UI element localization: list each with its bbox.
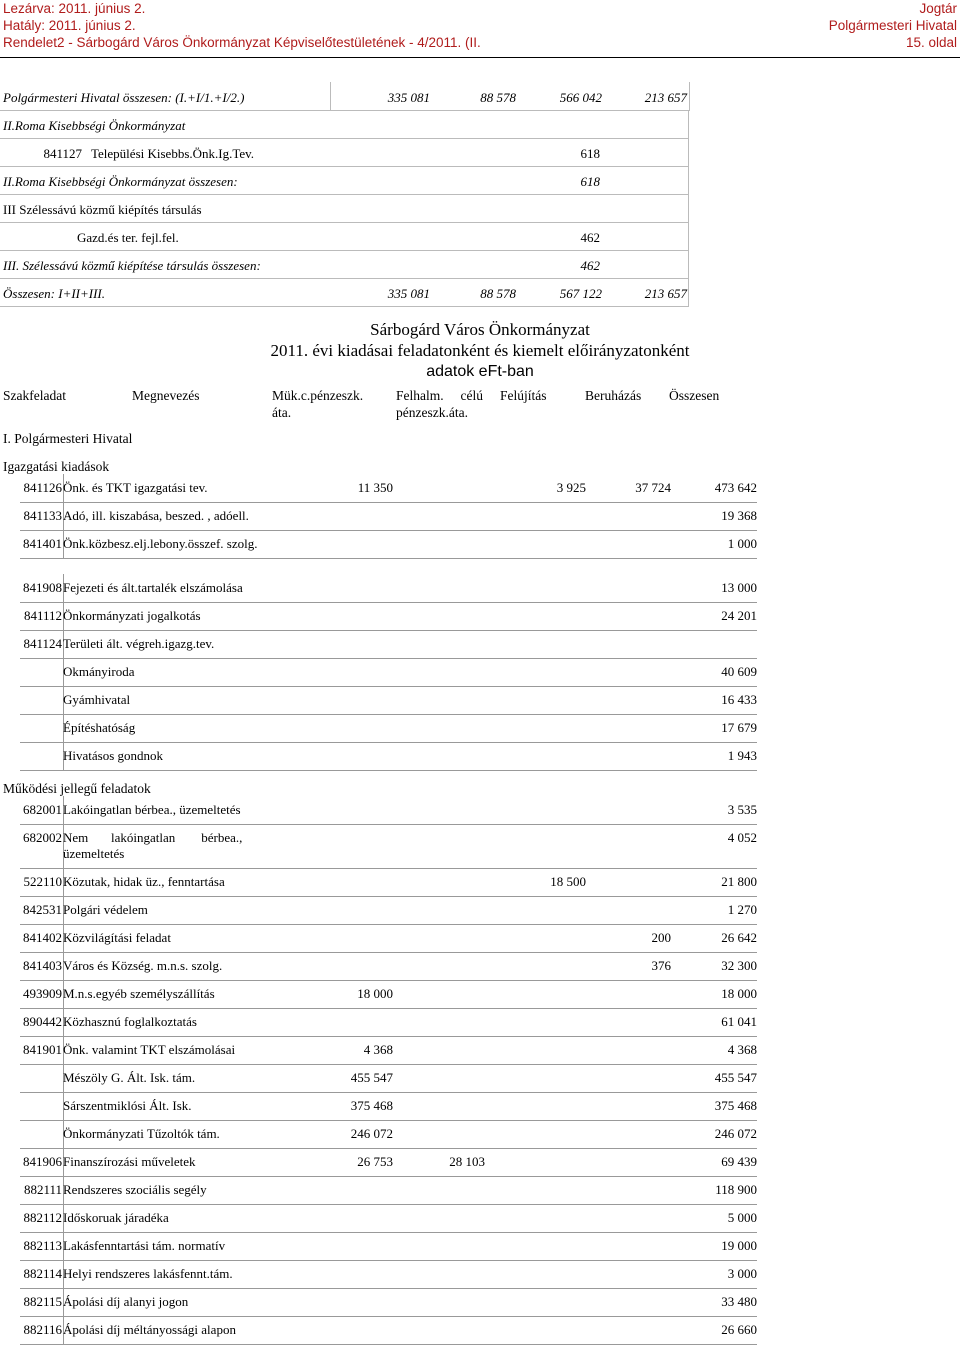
- section-heading: II.Roma Kisebbségi Önkormányzat: [3, 118, 186, 133]
- row-name: Területi ált. végreh.igazg.tev.: [63, 636, 215, 651]
- szakfeladat-code: 882112: [23, 1210, 62, 1225]
- value-ossz: 3 535: [727, 802, 757, 817]
- table-row: [20, 824, 757, 869]
- value-ossz: 13 000: [721, 580, 757, 595]
- value-ossz: 1 943: [727, 748, 757, 763]
- szakfeladat-code: 882115: [23, 1294, 62, 1309]
- table-row: [20, 980, 757, 1009]
- row-name: Okmányiroda: [63, 664, 135, 679]
- table-row: [20, 1092, 757, 1121]
- szakfeladat-code: 842531: [23, 902, 62, 917]
- szakfeladat-code: 882113: [23, 1238, 62, 1253]
- szakfeladat-code: 522110: [23, 874, 62, 889]
- row-name: Gyámhivatal: [63, 692, 131, 707]
- table-row: [20, 714, 757, 743]
- table-row: [20, 1232, 757, 1261]
- row-name: Város és Község. m.n.s. szolg.: [63, 958, 223, 973]
- row-name: Közutak, hidak üz., fenntartása: [63, 874, 225, 889]
- row-name: Önk. és TKT igazgatási tev.: [63, 480, 208, 495]
- section-heading: Működési jellegű feladatok: [3, 781, 151, 796]
- szakfeladat-code: 682001: [23, 802, 62, 817]
- table-row: [20, 658, 757, 687]
- subtotal-label: III. Szélessávú közmű kiépítése társulás összesen:: [3, 258, 261, 273]
- table-row: [20, 502, 757, 531]
- value-ossz: 246 072: [714, 1126, 757, 1141]
- table-row: [20, 1260, 757, 1289]
- row-name: Közvilágítási feladat: [63, 930, 171, 945]
- page-number: 15. oldal: [905, 35, 957, 50]
- table-row: [20, 630, 757, 659]
- document-title: Rendelet2 - Sárbogárd Város Önkormányzat Képviselőtestületének - 4/2011. (II.: [3, 35, 481, 50]
- col-szakfeladat: Szakfeladat: [3, 388, 66, 403]
- value-ossz: 26 642: [721, 930, 757, 945]
- value-ossz: 24 201: [721, 608, 757, 623]
- value-muk: 455 547: [350, 1070, 393, 1085]
- row-name-continued: üzemeltetés: [63, 846, 125, 861]
- subtotal-value: 618: [580, 174, 600, 189]
- value-ber: 37 724: [635, 480, 671, 495]
- row-name: Adó, ill. kiszabása, beszed. , adóell.: [63, 508, 249, 523]
- row-name: Fejezeti és ált.tartalék elszámolása: [63, 580, 243, 595]
- col-osszesen: Összesen: [669, 388, 720, 403]
- szakfeladat-code: 841401: [23, 536, 62, 551]
- value-ossz: 21 800: [721, 874, 757, 889]
- summary-value: 88 578: [480, 90, 516, 105]
- row-name: Települési Kisebbs.Önk.Ig.Tev.: [91, 146, 255, 161]
- value-ossz: 455 547: [714, 1070, 757, 1085]
- subtotal-label: II.Roma Kisebbségi Önkormányzat összesen:: [3, 174, 238, 189]
- lezarva-date: Lezárva: 2011. június 2.: [3, 1, 146, 16]
- szakfeladat-code: 841133: [23, 508, 62, 523]
- value-muk: 4 368: [363, 1042, 393, 1057]
- table-row: [20, 574, 757, 603]
- table-row: [20, 796, 757, 825]
- row-name: Lakásfenntartási tám. normatív: [63, 1238, 226, 1253]
- table-row: [20, 1148, 757, 1177]
- section-heading: III Szélessávú közmű kiépítés társulás: [3, 202, 202, 217]
- szakfeladat-code: 682002: [23, 830, 62, 845]
- row-name: Hivatásos gondnok: [63, 748, 164, 763]
- table-row: [20, 1316, 757, 1345]
- row-name: Építéshatóság: [63, 720, 136, 735]
- section-heading: Igazgatási kiadások: [3, 459, 110, 474]
- value-ossz: 118 900: [715, 1182, 757, 1197]
- szakfeladat-code: 841403: [23, 958, 62, 973]
- table-row: [20, 1120, 757, 1149]
- subtotal-value: 462: [580, 258, 600, 273]
- value-ossz: 5 000: [727, 1210, 757, 1225]
- table-row: [20, 924, 757, 953]
- row-name: Időskoruak járadéka: [63, 1210, 169, 1225]
- row-name: Helyi rendszeres lakásfennt.tám.: [63, 1266, 233, 1281]
- office-name: Polgármesteri Hivatal: [828, 18, 957, 33]
- table-row: [20, 1176, 757, 1205]
- value-ossz: 375 468: [714, 1098, 757, 1113]
- value-ber: 376: [651, 958, 671, 973]
- row-name: Közhasznú foglalkoztatás: [63, 1014, 197, 1029]
- row-name: Önk.közbesz.elj.lebony.összef. szolg.: [63, 536, 258, 551]
- value-ossz: 61 041: [721, 1014, 757, 1029]
- row-name: Lakóingatlan bérbea., üzemeltetés: [63, 802, 241, 817]
- row-name: Önkormányzati Tűzoltók tám.: [63, 1126, 220, 1141]
- section-heading: I. Polgármesteri Hivatal: [3, 431, 133, 446]
- value-muk: 18 000: [357, 986, 393, 1001]
- grand-total-value: 88 578: [480, 286, 516, 301]
- grand-total-value: 335 081: [387, 286, 430, 301]
- col-beruhazas: Beruházás: [585, 388, 642, 403]
- value-ossz: 1 000: [727, 536, 757, 551]
- row-name: Önkormányzati jogalkotás: [63, 608, 201, 623]
- value-ber: 200: [651, 930, 671, 945]
- grand-total-value: 213 657: [644, 286, 687, 301]
- szakfeladat-code: 493909: [23, 986, 62, 1001]
- value-ossz: 33 480: [721, 1294, 757, 1309]
- col-felujitas: Felújítás: [500, 388, 547, 403]
- hataly-date: Hatály: 2011. június 2.: [3, 18, 136, 33]
- row-name: Ápolási díj alanyi jogon: [63, 1294, 189, 1309]
- grand-total-value: 567 122: [559, 286, 602, 301]
- value-ossz: 16 433: [721, 692, 757, 707]
- value-ossz: 19 000: [721, 1238, 757, 1253]
- table-row: [20, 1008, 757, 1037]
- table-row: [20, 952, 757, 981]
- szakfeladat-code: 890442: [23, 1014, 62, 1029]
- report-unit: adatok eFt-ban: [426, 363, 534, 380]
- value-muk: 26 753: [357, 1154, 393, 1169]
- jogtar-label: Jogtár: [919, 1, 957, 16]
- value-ossz: 473 642: [714, 480, 757, 495]
- value-ossz: 3 000: [727, 1266, 757, 1281]
- col-felhalm-2: pénzeszk.áta.: [396, 405, 468, 420]
- row-name: Gazd.és ter. fejl.fel.: [77, 230, 179, 245]
- table-row: [20, 474, 757, 503]
- summary-row-label: Polgármesteri Hivatal összesen: (I.+I/1.+I/2.): [3, 90, 245, 105]
- szakfeladat-code: 841906: [23, 1154, 62, 1169]
- value-ossz: 18 000: [721, 986, 757, 1001]
- row-name: Sárszentmiklósi Ált. Isk.: [63, 1098, 192, 1113]
- szakfeladat-code: 841908: [23, 580, 62, 595]
- summary-value: 213 657: [644, 90, 687, 105]
- value-ossz: 26 660: [721, 1322, 757, 1337]
- table-row: [20, 1036, 757, 1065]
- col-muk-penzeszk: Mük.c.pénzeszk.: [272, 388, 364, 403]
- szakfeladat-code: 841124: [23, 636, 62, 651]
- row-value: 618: [580, 146, 600, 161]
- szakfeladat-code: 882111: [23, 1182, 62, 1197]
- value-felu: 3 925: [556, 480, 586, 495]
- row-name: Finanszírozási műveletek: [63, 1154, 196, 1169]
- szakfeladat-code: 882114: [23, 1266, 62, 1281]
- table-row: [20, 868, 757, 897]
- szakfeladat-code: 841901: [23, 1042, 62, 1057]
- row-name: Önk. valamint TKT elszámolásai: [63, 1042, 236, 1057]
- value-ossz: 4 052: [727, 830, 757, 845]
- row-name: Polgári védelem: [63, 902, 148, 917]
- col-megnevezes: Megnevezés: [132, 388, 200, 403]
- col-muk-penzeszk-2: áta.: [272, 405, 292, 420]
- summary-value: 566 042: [559, 90, 602, 105]
- value-ossz: 19 368: [721, 508, 757, 523]
- value-ossz: 17 679: [721, 720, 757, 735]
- summary-value: 335 081: [387, 90, 430, 105]
- report-title: Sárbogárd Város Önkormányzat: [370, 320, 590, 339]
- table-row: [20, 1288, 757, 1317]
- value-muk: 246 072: [350, 1126, 393, 1141]
- value-felu: 18 500: [550, 874, 586, 889]
- value-muk: 11 350: [357, 480, 393, 495]
- value-ossz: 4 368: [727, 1042, 757, 1057]
- table-row: [20, 896, 757, 925]
- report-subtitle: 2011. évi kiadásai feladatonként és kiemelt előirányzatonként: [270, 341, 690, 360]
- header-divider: [0, 57, 960, 58]
- value-muk: 375 468: [350, 1098, 393, 1113]
- value-ossz: 1 270: [727, 902, 757, 917]
- szakfeladat-code: 841112: [23, 608, 62, 623]
- grand-total-label: Összesen: I+II+III.: [3, 286, 106, 301]
- value-ossz: 32 300: [721, 958, 757, 973]
- table-row: [20, 742, 757, 771]
- szakfeladat-code: 882116: [23, 1322, 62, 1337]
- row-name: Rendszeres szociális segély: [63, 1182, 207, 1197]
- col-felhalm: Felhalm. célú: [396, 388, 483, 403]
- szakfeladat-code: 841127: [43, 146, 82, 161]
- table-row: [20, 1064, 757, 1093]
- row-name: Ápolási díj méltányossági alapon: [63, 1322, 236, 1337]
- value-ossz: 69 439: [721, 1154, 757, 1169]
- row-value: 462: [580, 230, 600, 245]
- table-row: [20, 602, 757, 631]
- row-name: Nem lakóingatlan bérbea.,: [63, 830, 243, 845]
- page-header: [0, 0, 960, 52]
- row-name: M.n.s.egyéb személyszállítás: [63, 986, 215, 1001]
- value-fel: 28 103: [449, 1154, 485, 1169]
- value-ossz: 40 609: [721, 664, 757, 679]
- table-row: [20, 530, 757, 559]
- row-name: Mészöly G. Ált. Isk. tám.: [63, 1070, 196, 1085]
- szakfeladat-code: 841126: [23, 480, 62, 495]
- table-row: [20, 1204, 757, 1233]
- szakfeladat-code: 841402: [23, 930, 62, 945]
- table-row: [20, 686, 757, 715]
